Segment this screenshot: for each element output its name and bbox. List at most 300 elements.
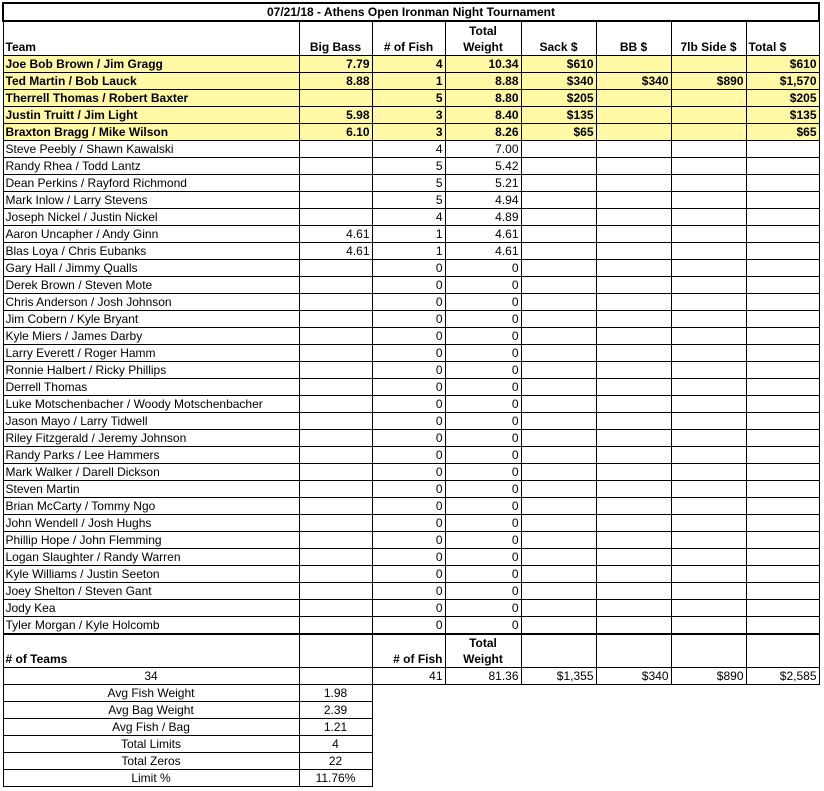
team-row [3,582,819,599]
team-row [3,276,819,293]
bb-amount [596,514,671,531]
bb-amount [596,565,671,582]
big-bass [299,497,372,514]
num-fish: 0 [372,548,445,565]
bb-amount [596,446,671,463]
team-name: John Wendell / Josh Hughs [3,514,299,531]
stat-row [3,736,819,753]
team-name: Joe Bob Brown / Jim Gragg [3,55,299,72]
total-amount [746,463,819,480]
side-amount [671,106,746,123]
side-amount [671,123,746,140]
bb-amount [596,599,671,616]
total-weight: 0 [445,361,521,378]
team-name: Tyler Morgan / Kyle Holcomb [3,616,299,634]
totals-blank [521,634,596,668]
team-name: Aaron Uncapher / Andy Ginn [3,225,299,242]
sack-amount [521,191,596,208]
totals-blank [299,634,372,668]
big-bass [299,514,372,531]
total-amount [746,446,819,463]
big-bass [299,157,372,174]
bb-amount [596,89,671,106]
team-row [3,480,819,497]
sack-amount [521,412,596,429]
total-amount [746,582,819,599]
side-amount [671,242,746,259]
header-num-fish: # of Fish [372,21,445,55]
big-bass [299,191,372,208]
totals-values-row [3,668,819,685]
sack-amount [521,276,596,293]
team-name: Jason Mayo / Larry Tidwell [3,412,299,429]
team-name: Phillip Hope / John Flemming [3,531,299,548]
sack-amount [521,208,596,225]
bb-amount [596,157,671,174]
team-row [3,191,819,208]
big-bass [299,582,372,599]
big-bass [299,412,372,429]
total-weight: 0 [445,276,521,293]
sack-amount [521,463,596,480]
big-bass [299,89,372,106]
big-bass [299,480,372,497]
team-name: Jody Kea [3,599,299,616]
sack-amount [521,531,596,548]
num-fish: 0 [372,531,445,548]
bb-amount [596,174,671,191]
big-bass [299,327,372,344]
big-bass [299,395,372,412]
header-total-weight-line1: Total [469,23,497,38]
bb-amount [596,225,671,242]
num-fish: 3 [372,106,445,123]
big-bass: 7.79 [299,55,372,72]
total-weight: 5.42 [445,157,521,174]
total-amount [746,140,819,157]
total-weight: 8.80 [445,89,521,106]
bb-amount [596,361,671,378]
team-row [3,395,819,412]
num-fish: 0 [372,497,445,514]
totals-blank [299,668,372,685]
num-fish: 0 [372,361,445,378]
total-weight: 10.34 [445,55,521,72]
team-name: Jim Cobern / Kyle Bryant [3,310,299,327]
stat-value: 4 [299,736,372,753]
stat-row [3,770,819,787]
side-amount [671,276,746,293]
sheet-title: 07/21/18 - Athens Open Ironman Night Tournament [3,3,819,21]
big-bass [299,446,372,463]
sack-amount [521,242,596,259]
bb-amount [596,208,671,225]
bb-amount [596,242,671,259]
sack-amount [521,599,596,616]
total-amount [746,242,819,259]
total-amount [746,191,819,208]
sack-amount: $205 [521,89,596,106]
side-amount [671,191,746,208]
total-weight: 8.26 [445,123,521,140]
num-fish: 3 [372,123,445,140]
sack-amount [521,344,596,361]
bb-amount [596,123,671,140]
team-row [3,106,819,123]
side-amount [671,157,746,174]
header-team: Team [3,21,299,55]
team-name: Randy Parks / Lee Hammers [3,446,299,463]
stat-row [3,719,819,736]
total-weight: 5.21 [445,174,521,191]
totals-header-row [3,634,819,668]
totals-num-teams-label: # of Teams [3,634,299,668]
num-fish: 5 [372,191,445,208]
num-fish: 4 [372,208,445,225]
side-amount [671,463,746,480]
total-weight: 0 [445,395,521,412]
num-fish: 0 [372,480,445,497]
team-name: Chris Anderson / Josh Johnson [3,293,299,310]
side-amount [671,514,746,531]
num-fish: 0 [372,344,445,361]
total-amount [746,208,819,225]
team-row [3,429,819,446]
bb-amount: $340 [596,72,671,89]
total-amount: $610 [746,55,819,72]
bb-amount [596,548,671,565]
big-bass [299,616,372,634]
num-fish: 0 [372,259,445,276]
big-bass: 4.61 [299,225,372,242]
big-bass [299,293,372,310]
header-sack: Sack $ [521,21,596,55]
total-weight: 4.61 [445,225,521,242]
total-weight: 0 [445,480,521,497]
side-amount [671,599,746,616]
side-amount [671,293,746,310]
team-row [3,55,819,72]
side-amount: $890 [671,72,746,89]
total-amount [746,225,819,242]
team-row [3,123,819,140]
bb-amount [596,140,671,157]
team-name: Kyle Williams / Justin Seeton [3,565,299,582]
sack-amount: $135 [521,106,596,123]
total-amount [746,514,819,531]
stat-row [3,685,819,702]
sack-amount: $610 [521,55,596,72]
big-bass: 5.98 [299,106,372,123]
side-amount [671,225,746,242]
total-amount [746,310,819,327]
num-fish: 0 [372,463,445,480]
total-weight: 0 [445,616,521,634]
stat-label: Avg Bag Weight [3,702,299,719]
sack-amount [521,293,596,310]
team-row [3,514,819,531]
team-row [3,174,819,191]
bb-amount [596,55,671,72]
stat-label: Limit % [3,770,299,787]
big-bass [299,548,372,565]
total-weight: 0 [445,378,521,395]
total-amount [746,344,819,361]
totals-blank [596,634,671,668]
total-weight: 7.00 [445,140,521,157]
num-fish: 5 [372,89,445,106]
stat-value: 1.21 [299,719,372,736]
team-name: Steven Martin [3,480,299,497]
sack-amount [521,361,596,378]
num-fish: 0 [372,429,445,446]
side-amount [671,89,746,106]
stat-value: 22 [299,753,372,770]
side-amount [671,548,746,565]
totals-blank [746,634,819,668]
total-weight: 0 [445,429,521,446]
team-row [3,497,819,514]
total-weight: 0 [445,446,521,463]
num-fish: 4 [372,55,445,72]
side-amount [671,395,746,412]
big-bass [299,429,372,446]
bb-amount [596,429,671,446]
team-name: Derek Brown / Steven Mote [3,276,299,293]
team-row [3,327,819,344]
sack-amount [521,140,596,157]
stat-row [3,753,819,770]
bb-amount [596,531,671,548]
team-name: Joey Shelton / Steven Gant [3,582,299,599]
stat-blank [372,702,819,719]
team-row [3,616,819,634]
team-row [3,378,819,395]
bb-amount [596,616,671,634]
total-amount [746,599,819,616]
header-row [3,21,819,55]
total-weight: 0 [445,548,521,565]
sack-amount [521,310,596,327]
side-amount [671,497,746,514]
stat-blank [372,685,819,702]
total-weight: 8.88 [445,72,521,89]
totals-bb: $340 [596,668,671,685]
side-amount [671,480,746,497]
big-bass [299,378,372,395]
team-name: Joseph Nickel / Justin Nickel [3,208,299,225]
sack-amount [521,480,596,497]
total-amount [746,293,819,310]
bb-amount [596,378,671,395]
big-bass [299,361,372,378]
total-amount [746,259,819,276]
sack-amount [521,395,596,412]
team-name: Kyle Miers / James Darby [3,327,299,344]
bb-amount [596,327,671,344]
big-bass [299,276,372,293]
total-weight: 0 [445,310,521,327]
bb-amount [596,395,671,412]
total-weight: 0 [445,259,521,276]
total-weight: 4.89 [445,208,521,225]
total-amount [746,157,819,174]
team-row [3,361,819,378]
side-amount [671,344,746,361]
total-amount [746,361,819,378]
side-amount [671,378,746,395]
bb-amount [596,463,671,480]
sack-amount [521,582,596,599]
num-fish: 0 [372,599,445,616]
team-name: Mark Walker / Darell Dickson [3,463,299,480]
header-total-weight-line2: Weight [463,39,503,54]
team-row [3,446,819,463]
sack-amount [521,514,596,531]
team-row [3,140,819,157]
total-amount [746,531,819,548]
total-weight: 4.61 [445,242,521,259]
sack-amount [521,157,596,174]
totals-total-weight-label-line1: Total [469,636,497,650]
total-amount [746,480,819,497]
stat-blank [372,770,819,787]
num-fish: 0 [372,446,445,463]
totals-num-fish: 41 [372,668,445,685]
team-name: Therrell Thomas / Robert Baxter [3,89,299,106]
team-row [3,599,819,616]
bb-amount [596,259,671,276]
sack-amount [521,225,596,242]
num-fish: 0 [372,378,445,395]
team-name: Ronnie Halbert / Ricky Phillips [3,361,299,378]
big-bass: 6.10 [299,123,372,140]
sack-amount: $340 [521,72,596,89]
team-row [3,208,819,225]
total-weight: 0 [445,514,521,531]
total-amount [746,497,819,514]
team-row [3,259,819,276]
side-amount [671,565,746,582]
team-row [3,310,819,327]
big-bass: 8.88 [299,72,372,89]
team-row [3,293,819,310]
sack-amount [521,446,596,463]
sack-amount: $65 [521,123,596,140]
total-weight: 0 [445,582,521,599]
side-amount [671,582,746,599]
header-total-weight [445,21,521,55]
bb-amount [596,480,671,497]
totals-total-weight: 81.36 [445,668,521,685]
totals-blank [671,634,746,668]
total-amount [746,548,819,565]
num-fish: 0 [372,582,445,599]
team-row [3,463,819,480]
team-row [3,565,819,582]
total-weight: 0 [445,412,521,429]
side-amount [671,412,746,429]
header-total: Total $ [746,21,819,55]
total-weight: 8.40 [445,106,521,123]
results-table [2,2,820,787]
side-amount [671,259,746,276]
team-name: Derrell Thomas [3,378,299,395]
total-amount [746,616,819,634]
total-weight: 0 [445,327,521,344]
side-amount [671,361,746,378]
num-fish: 5 [372,157,445,174]
team-row [3,242,819,259]
team-row [3,157,819,174]
team-row [3,344,819,361]
sack-amount [521,259,596,276]
totals-total-weight-label [445,634,521,668]
side-amount [671,208,746,225]
team-name: Blas Loya / Chris Eubanks [3,242,299,259]
totals-total-weight-label-line2: Weight [463,652,503,666]
side-amount [671,616,746,634]
num-fish: 0 [372,310,445,327]
team-name: Randy Rhea / Todd Lantz [3,157,299,174]
total-weight: 0 [445,293,521,310]
side-amount [671,446,746,463]
total-amount: $65 [746,123,819,140]
side-amount [671,310,746,327]
num-fish: 0 [372,293,445,310]
total-amount: $205 [746,89,819,106]
team-name: Logan Slaughter / Randy Warren [3,548,299,565]
sack-amount [521,378,596,395]
stat-label: Avg Fish Weight [3,685,299,702]
sack-amount [521,565,596,582]
num-fish: 5 [372,174,445,191]
big-bass [299,140,372,157]
num-fish: 0 [372,565,445,582]
side-amount [671,429,746,446]
team-name: Mark Inlow / Larry Stevens [3,191,299,208]
team-name: Larry Everett / Roger Hamm [3,344,299,361]
total-amount [746,378,819,395]
sack-amount [521,497,596,514]
num-fish: 1 [372,225,445,242]
total-amount: $135 [746,106,819,123]
num-fish: 0 [372,276,445,293]
total-weight: 4.94 [445,191,521,208]
big-bass [299,565,372,582]
team-name: Justin Truitt / Jim Light [3,106,299,123]
stat-value: 11.76% [299,770,372,787]
bb-amount [596,412,671,429]
total-weight: 0 [445,497,521,514]
num-fish: 0 [372,412,445,429]
stat-value: 1.98 [299,685,372,702]
bb-amount [596,582,671,599]
total-weight: 0 [445,463,521,480]
header-bb: BB $ [596,21,671,55]
total-weight: 0 [445,599,521,616]
header-side: 7lb Side $ [671,21,746,55]
stat-label: Total Limits [3,736,299,753]
side-amount [671,327,746,344]
stat-blank [372,753,819,770]
bb-amount [596,310,671,327]
big-bass [299,344,372,361]
num-fish: 1 [372,242,445,259]
total-amount [746,327,819,344]
totals-total: $2,585 [746,668,819,685]
total-amount [746,412,819,429]
